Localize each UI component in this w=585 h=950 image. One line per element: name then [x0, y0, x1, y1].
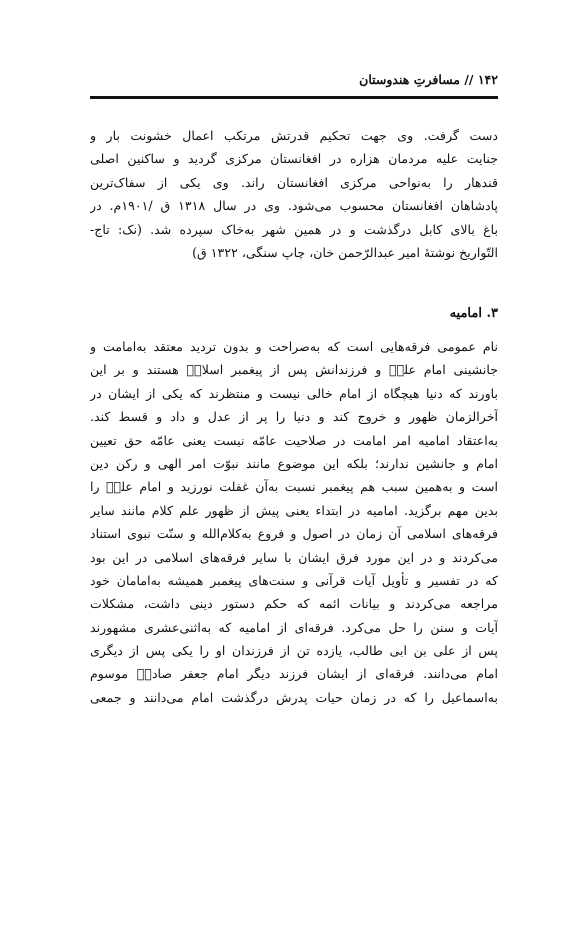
paragraph-line: بدین مهم برگزید. امامیه در ابتداء یعنی پیش از ظهور علم کلام مانند سایر	[90, 502, 498, 518]
paragraph-line: فرقه‌های اسلامی آن زمان در اصول و فروع به‌کلام‌الله و سنّت نبوی استناد	[90, 526, 498, 542]
paragraph-line: امام می‌دانند. فرقه‌ای از ایشان فرزند دیگر امام جعفر صادقؑ موسوم	[90, 666, 498, 682]
paragraph-line: می‌کردند و در این مورد فرق ایشان با سایر فرقه‌های اسلامی در این بود	[90, 549, 498, 565]
paragraph-line: مراجعه می‌کردند و بیانات ائمه که حکم دستور دینی داشت، مشکلات	[90, 596, 498, 612]
section-body	[90, 335, 498, 709]
paragraph-line: نام عمومی فرقه‌هایی است که به‌صراحت و بدون تردید معتقد به‌امامت و	[90, 339, 498, 354]
paragraph-line: به‌اعتقاد امامیه امر امامت در صلاحیت عامّه نیست یعنی عامّه حق تعیین	[90, 432, 498, 448]
paragraph-line: امام و جانشین ندارند؛ بلکه این موضوع مانند نبوّت امر الهی و رکن دین	[90, 455, 498, 471]
paragraph-line: جانشینی امام علیؑ و فرزندانش پس از پیغمبر اسلامؐ هستند و بر این	[90, 362, 498, 378]
paragraph-line: جنایت علیه مردمان هزاره در افغانستان مرکزی گردید و ساکنین اصلی	[90, 151, 498, 167]
paragraph-line: باورند که دنیا هیچگاه از امام خالی نیست و منتظرند که یکی از ایشان در	[90, 385, 498, 401]
paragraph-line: پس از علی بن ابی طالب، یازده تن از فرزندان او را یکی پس از دیگری	[90, 643, 498, 659]
paragraph-line: آخرالزمان ظهور و خروج کند و دنیا را پر از عدل و داد و قسط کند.	[90, 409, 498, 425]
header-rule	[90, 96, 498, 99]
paragraph-line: پادشاهان افغانستان محسوب می‌شود. وی در سال ۱۳۱۸ ق /۱۹۰۱م. در	[90, 198, 498, 214]
paragraph-line: به‌اسماعیل را که در زمان حیات پدرش درگذشت امام می‌دانند و جمعی	[90, 689, 498, 705]
paragraph-line: دست گرفت. وی جهت تحکیم قدرتش مرتکب اعمال خشونت بار و	[90, 128, 498, 143]
paragraph-line: التّواریخ نوشتهٔ امیر عبدالرّحمن خان، چاپ سنگی، ۱۳۲۲ ق)	[192, 244, 498, 260]
paragraph-line: آیات و سنن را حل می‌کرد. فرقه‌ای از امامیه که به‌اثنی‌عشری مشهورند	[90, 619, 498, 635]
paragraph-line: است و به‌همین سبب هم پیغمبر نسبت به‌آن غفلت نورزید و امام علیؑ را	[90, 479, 498, 495]
paragraph-line: باغ بالای کابل درگذشت و در همین شهر به‌خاک سپرده شد. (نک: تاج-	[90, 221, 498, 237]
footnote-paragraph	[90, 124, 498, 264]
paragraph-line: که در تفسیر و تأویل آیات قرآنی و سنت‌های پیغمبر همیشه به‌امامان خود	[90, 572, 498, 588]
section-heading: ۳. امامیه	[449, 306, 498, 321]
paragraph-line: قندهار را به‌نواحی مرکزی افغانستان راند. وی یکی از سفاک‌ترین	[90, 174, 498, 190]
running-header: ۱۴۲ // مسافرتِ هندوستان	[359, 72, 498, 87]
